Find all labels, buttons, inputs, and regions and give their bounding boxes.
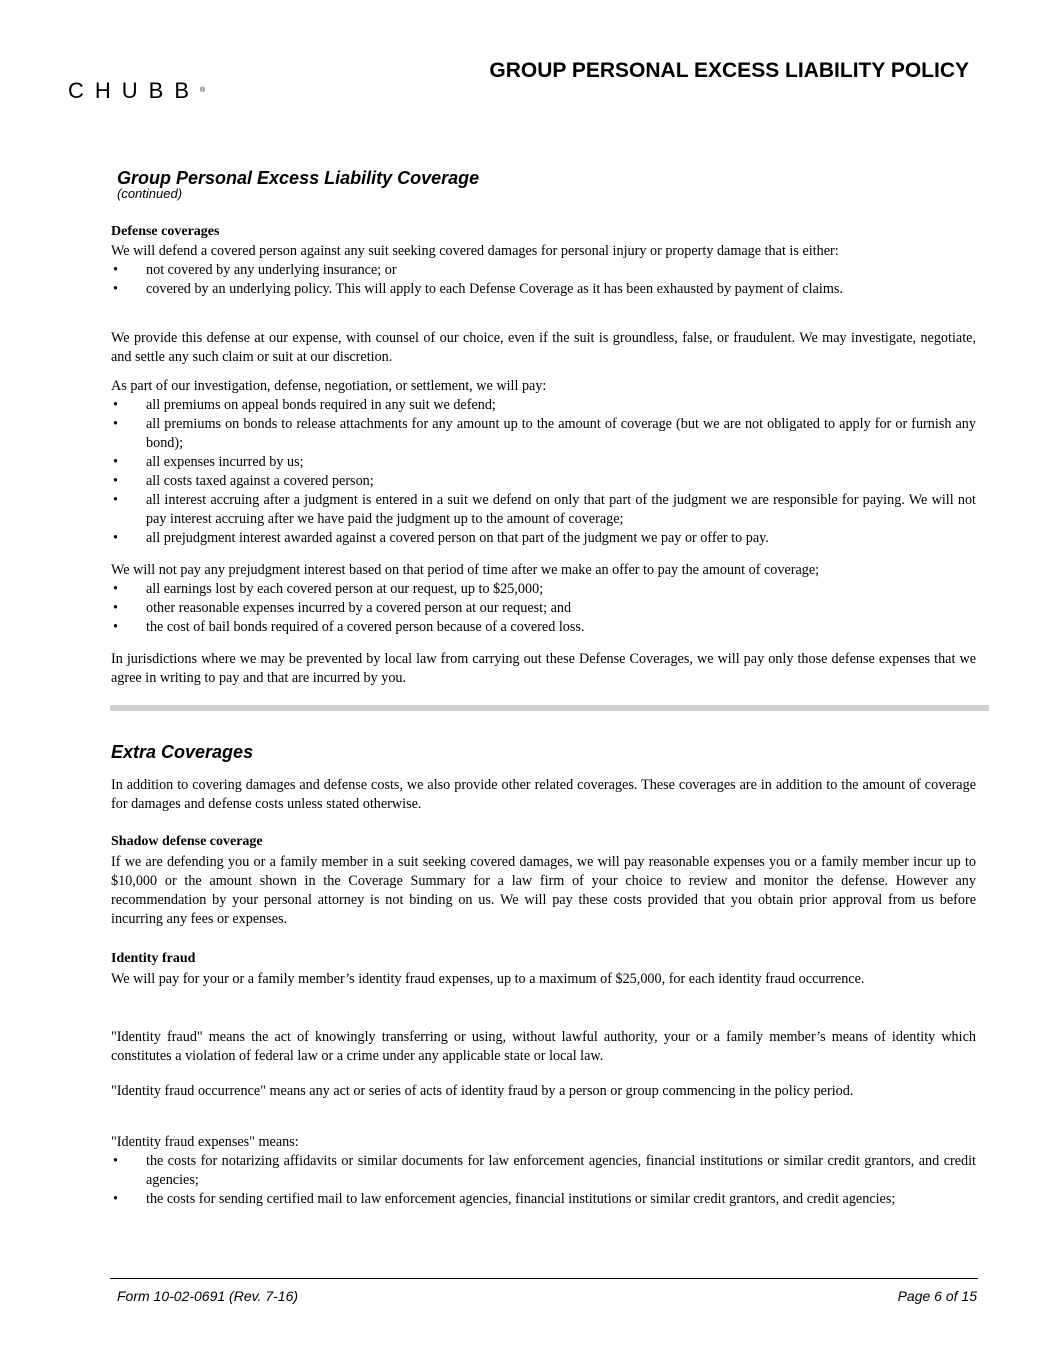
extra-coverages-intro: In addition to covering damages and defense costs, we also provide other related coverages. These coverages are in addition to the amount of coverage for damages and defense costs unless stated otherwise. <box>111 777 976 812</box>
shadow-defense-heading: Shadow defense coverage <box>111 834 263 849</box>
defense-coverages-heading: Defense coverages <box>111 224 220 239</box>
list-item: • all earnings lost by each covered person at our request, up to $25,000; <box>111 580 976 599</box>
we-will-pay-intro: As part of our investigation, defense, negotiation, or settlement, we will pay: <box>111 378 547 394</box>
footer-rule <box>110 1278 978 1279</box>
defense-bullets-3 <box>111 580 976 637</box>
form-number: Form 10-02-0691 (Rev. 7-16) <box>117 1288 299 1304</box>
defense-intro: We will defend a covered person against any suit seeking covered damages for personal injury or property damage that is either: <box>111 243 839 259</box>
defense-expense-paragraph: We provide this defense at our expense, with counsel of our choice, even if the suit is groundless, false, or fraudulent. We may investigate, negotiate, and settle any such claim or suit at our discretion. <box>111 330 976 365</box>
page-number: Page 6 of 15 <box>897 1288 977 1304</box>
jurisdictions-paragraph: In jurisdictions where we may be prevented by local law from carrying out these Defense Coverages, we will pay only those defense expenses that we agree in writing to pay and that are incurred by you. <box>111 651 976 686</box>
identity-fraud-expenses-intro: "Identity fraud expenses" means: <box>111 1134 299 1150</box>
list-item: • all premiums on appeal bonds required in any suit we defend; <box>111 396 976 415</box>
list-item: • all expenses incurred by us; <box>111 453 976 472</box>
identity-fraud-heading: Identity fraud <box>111 951 196 966</box>
shadow-defense-text: If we are defending you or a family member in a suit seeking covered damages, we will pay reasonable expenses you or a family member incur up to $10,000 or the amount shown in the Coverage Summary for a law firm of your choice to review and monitor the defense. However any recommendation by your personal attorney is not binding on us. We will pay these costs provided that you obtain prior approval from us before incurring any fees or expenses. <box>111 854 976 927</box>
identity-fraud-p1: We will pay for your or a family member’s identity fraud expenses, up to a maximum of $25,000, for each identity fraud occurrence. <box>111 971 865 987</box>
section-heading-extra-coverages: Extra Coverages <box>111 742 254 762</box>
identity-fraud-bullets <box>111 1152 976 1209</box>
identity-fraud-occurrence-definition: "Identity fraud occurrence" means any act or series of acts of identity fraud by a person or group commencing in the policy period. <box>111 1083 854 1099</box>
list-item: • all prejudgment interest awarded against a covered person on that part of the judgment we pay or offer to pay. <box>111 529 976 548</box>
logo-text: CHUBB <box>68 78 201 103</box>
list-item: • all premiums on bonds to release attachments for any amount up to the amount of coverage (but we are not obligated to apply for or furnish any bond); <box>111 415 976 453</box>
section-heading-coverage: Group Personal Excess Liability Coverage <box>117 168 480 188</box>
chubb-logo <box>68 80 205 102</box>
list-item: • all interest accruing after a judgment is entered in a suit we defend on only that part of the judgment we are responsible for paying. We will not pay interest accruing after we have paid the judgment up to the amount of coverage; <box>111 491 976 529</box>
list-item: • covered by an underlying policy. This will apply to each Defense Coverage as it has been exhausted by payment of claims. <box>111 280 976 299</box>
defense-bullets-1 <box>111 261 976 299</box>
list-item: • not covered by any underlying insurance; or <box>111 261 976 280</box>
list-item: • the costs for sending certified mail to law enforcement agencies, financial institutions or similar credit grantors, and credit agencies; <box>111 1190 976 1209</box>
section-divider <box>110 705 989 711</box>
list-item: • the cost of bail bonds required of a covered person because of a covered loss. <box>111 618 976 637</box>
defense-bullets-2 <box>111 396 976 548</box>
logo-registered-mark: ® <box>200 87 206 94</box>
document-title: GROUP PERSONAL EXCESS LIABILITY POLICY <box>489 59 969 82</box>
list-item: • all costs taxed against a covered person; <box>111 472 976 491</box>
list-item: • the costs for notarizing affidavits or similar documents for law enforcement agencies, financial institutions or similar credit grantors, and credit agencies; <box>111 1152 976 1190</box>
list-item: • other reasonable expenses incurred by a covered person at our request; and <box>111 599 976 618</box>
prejudgment-paragraph: We will not pay any prejudgment interest based on that period of time after we make an offer to pay the amount of coverage; <box>111 562 820 578</box>
continued-label: (continued) <box>117 186 183 201</box>
identity-fraud-definition: "Identity fraud" means the act of knowingly transferring or using, without lawful authority, your or a family member’s means of identity which constitutes a violation of federal law or a crime under any applicable state or local law. <box>111 1029 976 1064</box>
